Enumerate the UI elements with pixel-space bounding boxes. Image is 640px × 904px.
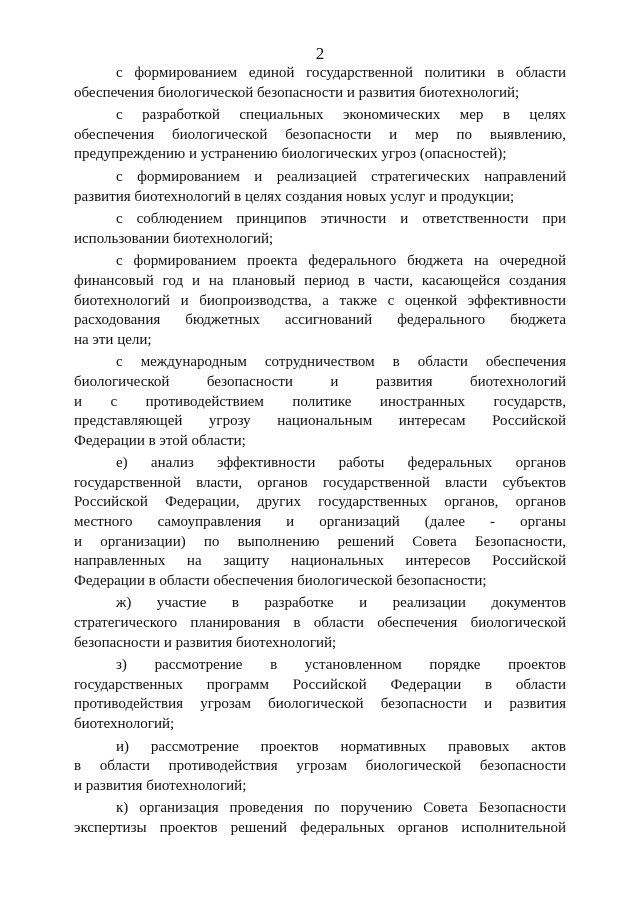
text-line: с соблюдением принципов этичности и ответственности при	[116, 211, 566, 228]
text-line: расходования бюджетных ассигнований федерального бюджета	[74, 312, 566, 329]
text-line: с международным сотрудничеством в области обеспечения	[116, 354, 566, 371]
text-line: обеспечения биологической безопасности и мер по выявлению,	[74, 126, 566, 143]
paragraph	[74, 252, 566, 350]
text-line: с формированием единой государственной политики в области	[116, 65, 566, 81]
paragraph	[74, 799, 566, 838]
paragraph	[74, 106, 566, 165]
text-line: использовании биотехнологий;	[74, 230, 274, 247]
text-line: в области противодействия угрозам биологической безопасности	[74, 758, 566, 775]
text-line: к) организация проведения по поручению Совета Безопасности	[116, 800, 566, 817]
paragraph	[74, 738, 566, 797]
text-line: стратегического планирования в области обеспечения биологической	[74, 615, 566, 632]
text-line: с разработкой специальных экономических мер в целях	[116, 107, 566, 124]
text-line: направленных на защиту национальных интересов Российской	[74, 553, 566, 570]
paragraph	[74, 210, 566, 249]
text-line: ж) участие в разработке и реализации документов	[116, 595, 566, 612]
text-line: финансовый год и на плановый период в части, касающейся создания	[74, 272, 566, 289]
text-line: с формированием проекта федерального бюджета на очередной	[116, 253, 566, 270]
text-line: с формированием и реализацией стратегических направлений	[116, 168, 566, 185]
text-line: и развития биотехнологий;	[74, 777, 247, 794]
document-body	[74, 64, 566, 842]
text-line: представляющей угрозу национальным интересам Российской	[74, 413, 566, 430]
text-line: развития биотехнологий в целях создания новых услуг и продукции;	[74, 188, 515, 205]
text-line: противодействия угрозам биологической безопасности и развития	[74, 696, 566, 713]
paragraph	[74, 168, 566, 207]
text-line: Российской Федерации, других государственных органов, органов	[74, 494, 566, 511]
paragraph	[74, 353, 566, 451]
text-line: и) рассмотрение проектов нормативных правовых актов	[116, 738, 566, 755]
text-line: Федерации в этой области;	[74, 432, 246, 449]
paragraph	[74, 594, 566, 653]
text-line: предупреждению и устранению биологических угроз (опасностей);	[74, 146, 507, 163]
text-line: экспертизы проектов решений федеральных органов исполнительной	[74, 819, 566, 836]
text-line: Федерации в области обеспечения биологической безопасности;	[74, 572, 487, 589]
text-line: обеспечения биологической безопасности и развития биотехнологий;	[74, 84, 520, 101]
text-line: местного самоуправления и организаций (далее - органы	[74, 514, 566, 531]
text-line: и с противодействием политике иностранных государств,	[74, 393, 566, 410]
text-line: биотехнологий и биопроизводства, а также с оценкой эффективности	[74, 292, 566, 309]
paragraph	[74, 656, 566, 734]
text-line: безопасности и развития биотехнологий;	[74, 634, 337, 651]
text-line: е) анализ эффективности работы федеральных органов	[116, 455, 566, 472]
paragraph	[74, 454, 566, 591]
text-line: на эти цели;	[74, 331, 152, 348]
text-line: з) рассмотрение в установленном порядке проектов	[116, 657, 566, 674]
text-line: биологической безопасности и развития биотехнологий	[74, 373, 566, 390]
text-line: биотехнологий;	[74, 716, 175, 732]
paragraph	[74, 64, 566, 103]
text-line: государственных программ Российской Федерации в области	[74, 676, 566, 693]
text-line: государственной власти, органов государственной власти субъектов	[74, 474, 566, 491]
page-number: 2	[315, 44, 325, 63]
text-line: и организации) по выполнению решений Совета Безопасности,	[74, 533, 566, 550]
